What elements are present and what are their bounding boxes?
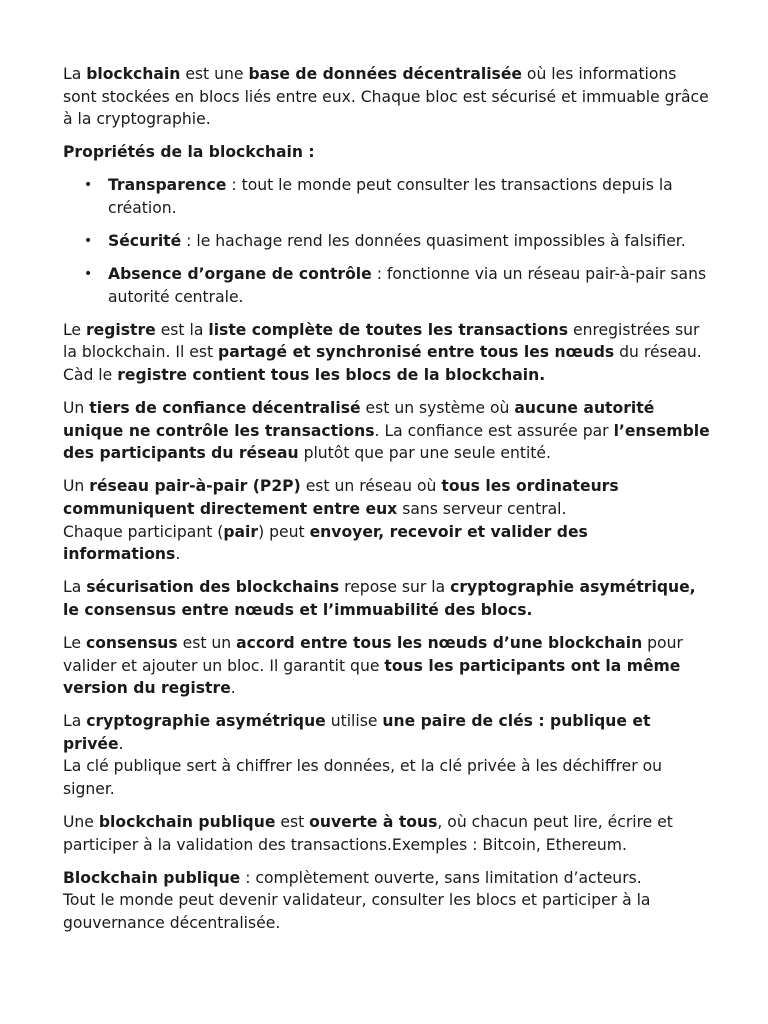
text: du réseau. Càd le: [63, 343, 702, 385]
text: La: [63, 712, 87, 731]
bold-term: blockchain publique: [98, 813, 276, 832]
text: sans serveur central.: [397, 500, 567, 518]
bullet-icon: •: [84, 177, 93, 194]
text: est un: [177, 633, 237, 652]
bold-term: liste complète de toutes les transactions: [208, 320, 569, 339]
text: où les informations sont stockées en blocs liés entre eux. Chaque bloc est sécurisé et immuable grâce à la cryptographie.: [63, 65, 709, 129]
text: : complètement ouverte, sans limitation d’acteurs.: [240, 868, 642, 887]
list-item: [63, 230, 710, 253]
text: est: [275, 813, 310, 832]
bold-term: aucune autorité unique ne contrôle les transactions: [63, 399, 655, 440]
bold-term: pair: [223, 522, 259, 541]
text: Un: [63, 477, 90, 496]
bold-term: blockchain: [86, 65, 181, 83]
text: Un: [63, 399, 90, 418]
text: Le: [63, 320, 86, 339]
text: enregistrées sur la blockchain. Il est: [63, 320, 700, 362]
bold-term: envoyer, recevoir et valider des informations: [63, 522, 588, 564]
text: Une: [63, 813, 99, 832]
text: : le hachage rend les données quasiment impossibles à falsifier.: [181, 232, 686, 251]
properties-list: [63, 174, 710, 308]
text: est un réseau où: [300, 477, 442, 496]
text: Chaque participant (: [63, 522, 224, 541]
bold-term: Transparence: [108, 176, 227, 195]
text: repose sur la: [339, 578, 451, 597]
text: Le: [63, 633, 86, 652]
bold-term: sécurisation des blockchains: [86, 578, 340, 597]
bold-term: une paire de clés : publique et privée: [63, 712, 651, 753]
bold-term: registre contient tous les blocs de la blockchain.: [117, 366, 546, 385]
bold-term: tous les participants ont la même version du registre: [63, 656, 681, 698]
paragraph-blockchain-definition: [63, 63, 710, 131]
text: .: [175, 545, 181, 564]
properties-heading: [63, 141, 710, 164]
bold-term: consensus: [85, 633, 178, 652]
bullet-icon: •: [84, 233, 93, 250]
text: : tout le monde peut consulter les transactions depuis la création.: [108, 176, 673, 217]
bold-term: base de données décentralisée: [248, 65, 522, 83]
text: est la: [155, 320, 209, 339]
text: La clé publique sert à chiffrer les données, et la clé privée à les déchiffrer ou signer.: [63, 757, 663, 799]
paragraph-tiers-de-confiance: [63, 397, 710, 465]
text: . La confiance est assurée par: [374, 421, 614, 440]
paragraph-p2p: [63, 475, 710, 565]
bold-term: l’ensemble des participants du réseau: [63, 421, 710, 463]
bold-term: cryptographie asymétrique: [86, 712, 326, 731]
bold-term: accord entre tous les nœuds d’une blockchain: [236, 633, 643, 652]
paragraph-cryptographie: [63, 710, 710, 800]
list-item: [63, 263, 710, 308]
paragraph-blockchain-publique: [63, 811, 710, 856]
paragraph-blockchain-publique-detail: [63, 867, 710, 935]
paragraph-registre: [63, 319, 710, 387]
bold-term: ouverte à tous: [309, 813, 438, 832]
text: .: [230, 679, 236, 698]
bold-term: partagé et synchronisé entre tous les nœuds: [218, 343, 615, 362]
bold-term: cryptographie asymétrique, le consensus entre nœuds et l’immuabilité des blocs.: [63, 578, 696, 619]
text: est une: [180, 65, 249, 83]
heading-text: Propriétés de la blockchain :: [63, 143, 315, 162]
text: La: [63, 578, 87, 597]
text: plutôt que par une seule entité.: [298, 444, 551, 463]
text: est un système où: [360, 399, 515, 418]
text: Tout le monde peut devenir validateur, consulter les blocs et participer à la gouvernance décentralisée.: [63, 891, 651, 932]
text: La: [63, 65, 87, 83]
text: utilise: [325, 712, 383, 731]
bold-term: Absence d’organe de contrôle: [108, 265, 372, 284]
text: : fonctionne via un réseau pair-à-pair sans autorité centrale.: [108, 265, 707, 306]
bold-term: tous les ordinateurs communiquent directement entre eux: [63, 477, 619, 518]
bold-term: Sécurité: [108, 232, 182, 251]
text: .: [118, 734, 124, 753]
bold-term: tiers de confiance décentralisé: [89, 399, 361, 418]
paragraph-consensus: [63, 632, 710, 700]
bold-term: réseau pair-à-pair (P2P): [89, 477, 301, 496]
bold-term: Blockchain publique: [63, 868, 241, 887]
text: pour valider et ajouter un bloc. Il garantit que: [63, 633, 683, 675]
paragraph-securisation: [63, 576, 710, 621]
text: ) peut: [258, 522, 310, 541]
bold-term: registre: [85, 320, 156, 339]
text: , où chacun peut lire, écrire et participer à la validation des transactions.Exemples : Bitcoin, Ethereum.: [63, 813, 673, 854]
list-item: [63, 174, 710, 219]
bullet-icon: •: [84, 266, 93, 283]
